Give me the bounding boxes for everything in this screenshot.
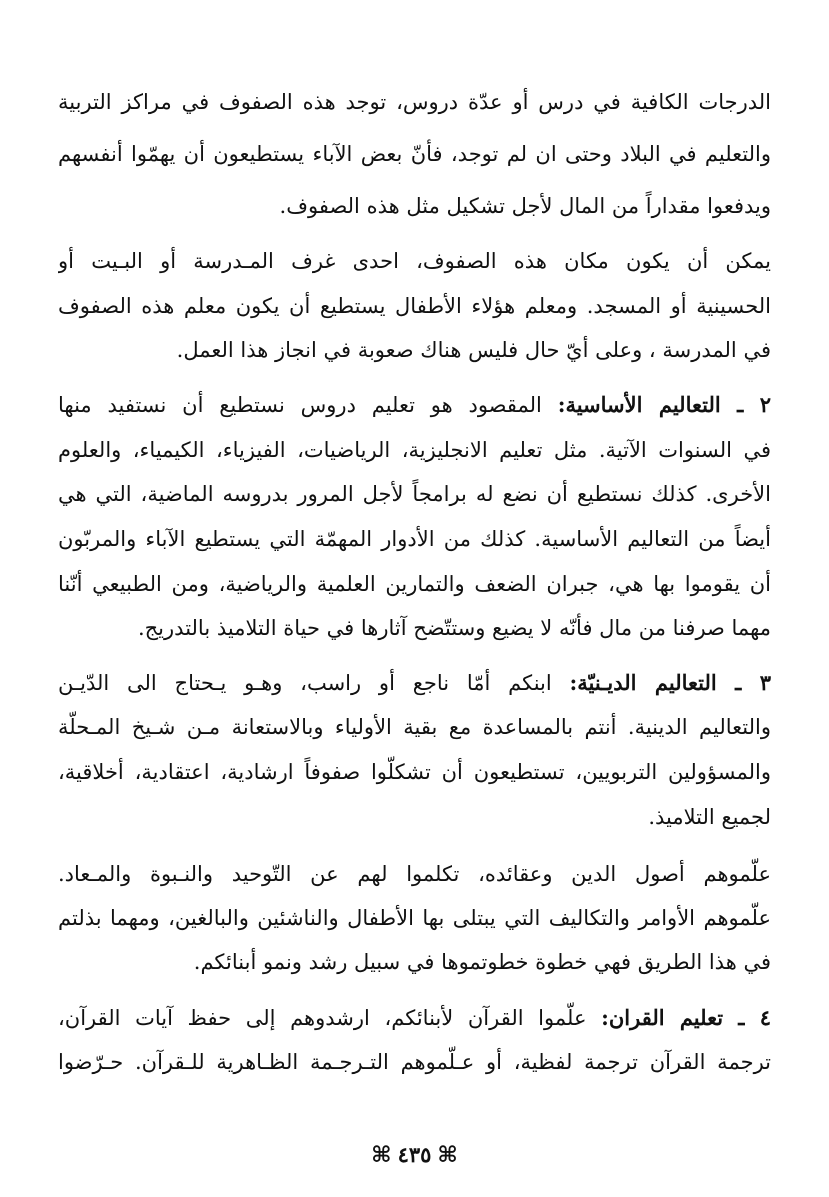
- text-line: والمسؤولين التربويين، تستطيعون أن تشكلّوا صفوفاً ارشادية، اعتقادية، أخلاقية،: [58, 760, 771, 784]
- text-line: أن يقوموا بها هي، جبران الضعف والتمارين العلمية والرياضية، ومن الطبيعي أنّنا: [58, 572, 771, 596]
- text-line: الحسينية أو المسجد. ومعلم هؤلاء الأطفال يستطيع أن يكون معلم هذه الصفوف: [58, 294, 771, 318]
- section-heading: ٣ ـ التعاليم الديـنيّة:: [569, 670, 771, 695]
- document-page: [58, 0, 771, 1197]
- text-line: الأخرى. كذلك نستطيع أن نضع له برامجاً لأجل المرور بدروسه الماضية، التي هي: [58, 482, 771, 506]
- section-first-line: [58, 661, 771, 705]
- ornament-icon: ⌘: [437, 1143, 458, 1168]
- text-line: علّموهم الأوامر والتكاليف التي يبتلى بها الأطفال والناشئين والبالغين، ومهما بذلتم: [58, 906, 771, 930]
- section-first-line: [58, 996, 771, 1040]
- section-heading: ٢ ـ التعاليم الأساسية:: [557, 392, 771, 417]
- ornament-icon: ⌘: [371, 1143, 392, 1168]
- text-line: الدرجات الكافية في درس أو عدّة دروس، توجد هذه الصفوف في مراكز التربية: [58, 90, 771, 114]
- section-heading: ٤ ـ تعليم القران:: [601, 1005, 771, 1030]
- page-number: ٤٣٥: [397, 1142, 432, 1167]
- text-line: ترجمة القرآن ترجمة لفظية، أو عـلّموهم التـرجـمة الظـاهرية للـقرآن. حـرّضوا: [58, 1050, 771, 1074]
- text-line: في السنوات الآتية. مثل تعليم الانجليزية، الرياضيات، الفيزياء، الكيمياء، والعلوم: [58, 438, 771, 462]
- text-run: علّموا القرآن لأبنائكم، ارشدوهم إلى حفظ آيات القرآن،: [58, 1006, 587, 1030]
- text-line: أيضاً من التعاليم الأساسية. كذلك من الأدوار المهمّة التي يستطيع الآباء والمربّون: [58, 527, 771, 551]
- text-line: مهما صرفنا من مال فأنّه لا يضيع وستتّضح آثارها في حياة التلاميذ بالتدريج.: [137, 616, 771, 640]
- section-first-line: [58, 383, 771, 427]
- text-line: علّموهم أصول الدين وعقائده، تكلموا لهم عن التّوحيد والنـبوة والمـعاد.: [58, 862, 771, 886]
- page-footer: [0, 1137, 829, 1173]
- text-line: والتعليم في البلاد وحتى ان لم توجد، فأنّ بعض الآباء يستطيعون أن يهمّوا أنفسهم: [58, 142, 771, 166]
- text-line: في هذا الطريق فهي خطوة خطوتموها في سبيل رشد ونمو أبنائكم.: [193, 950, 771, 974]
- text-line: والتعاليم الدينية. أنتم بالمساعدة مع بقية الأولياء وبالاستعانة مـن شـيخ المـحلّة: [58, 715, 771, 739]
- text-run: المقصود هو تعليم دروس نستطيع أن نستفيد منها: [58, 393, 542, 417]
- text-line: ويدفعوا مقداراً من المال لأجل تشكيل مثل هذه الصفوف.: [279, 194, 771, 218]
- text-run: ابنكم أمّا ناجع أو راسب، وهـو يـحتاج الى الدّيـن: [58, 671, 552, 695]
- text-line: في المدرسة ، وعلى أيّ حال فليس هناك صعوبة في انجاز هذا العمل.: [176, 338, 771, 362]
- text-line: يمكن أن يكون مكان هذه الصفوف، احدى غرف المـدرسة أو البـيت أو: [58, 249, 771, 273]
- text-line: لجميع التلاميذ.: [648, 805, 771, 829]
